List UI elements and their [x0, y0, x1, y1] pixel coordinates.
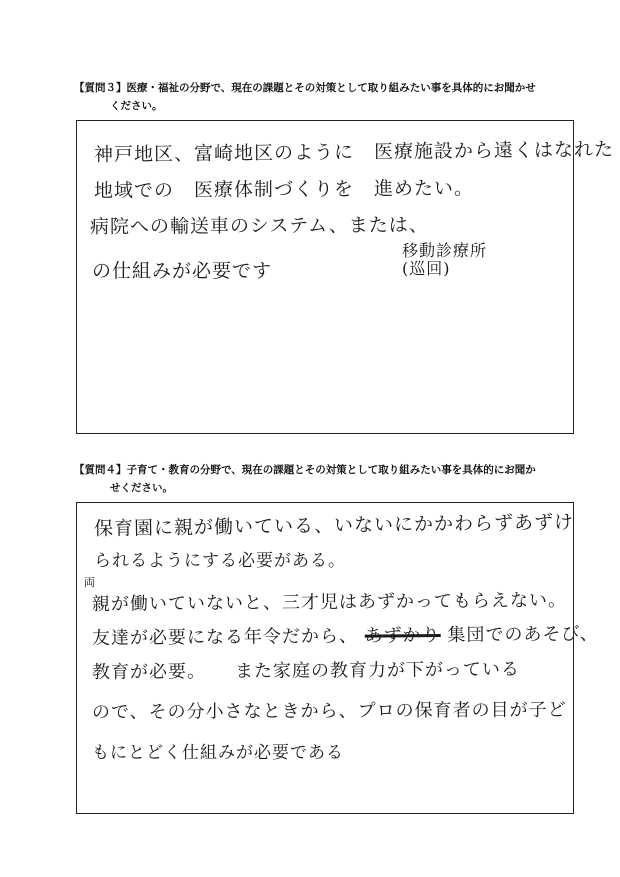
question3-answer-line: 神戸地区、富崎地区のように 医療施設から遠くはなれた [93, 138, 615, 166]
question4-answer-text: 友達が必要になる年令だから、 [91, 625, 359, 649]
question4-struck-text: あずかり [364, 624, 441, 647]
question3-prompt-line2: ください。 [110, 100, 163, 112]
question3-prompt-line1: 【質問３】医療・福祉の分野で、現在の課題とその対策として取り組みたい事を具体的にお聞かせ [74, 82, 536, 94]
question4-answer-text: 集団でのあそび、 [447, 623, 599, 646]
question4-answer-line: もにとどく仕組みが必要である [92, 743, 344, 763]
question4-answer-line: られるようにする必要がある。 [94, 551, 346, 571]
question4-answer-line: 保育園に親が働いている、いないにかかわらずあずけ [93, 511, 575, 540]
question3-answer-line: の仕組みが必要です [92, 260, 273, 282]
question3-answer-line: 地域での 医療体制づくりを 進めたい。 [93, 177, 475, 202]
question4-answer-line [92, 620, 599, 650]
question4-prompt-line2: せください。 [110, 482, 173, 494]
question3-answer-line: 病院への輸送車のシステム、または、 [89, 214, 429, 238]
question4-answer-note: 両 [84, 576, 96, 589]
question4-answer-line: 親が働いていないと、三才児はあずかってもらえない。 [91, 589, 568, 615]
question3-answer-insert: 移動診療所 (巡回) [402, 241, 488, 278]
question4-answer-line: 教育が必要。 また家庭の教育力が下がっている [91, 659, 521, 683]
question4-prompt-line1: 【質問４】子育て・教育の分野で、現在の課題とその対策として取り組みたい事を具体的にお聞か [74, 464, 536, 476]
question4-answer-line: ので、その分小さなときから、プロの保育者の目が子ど [91, 699, 567, 723]
